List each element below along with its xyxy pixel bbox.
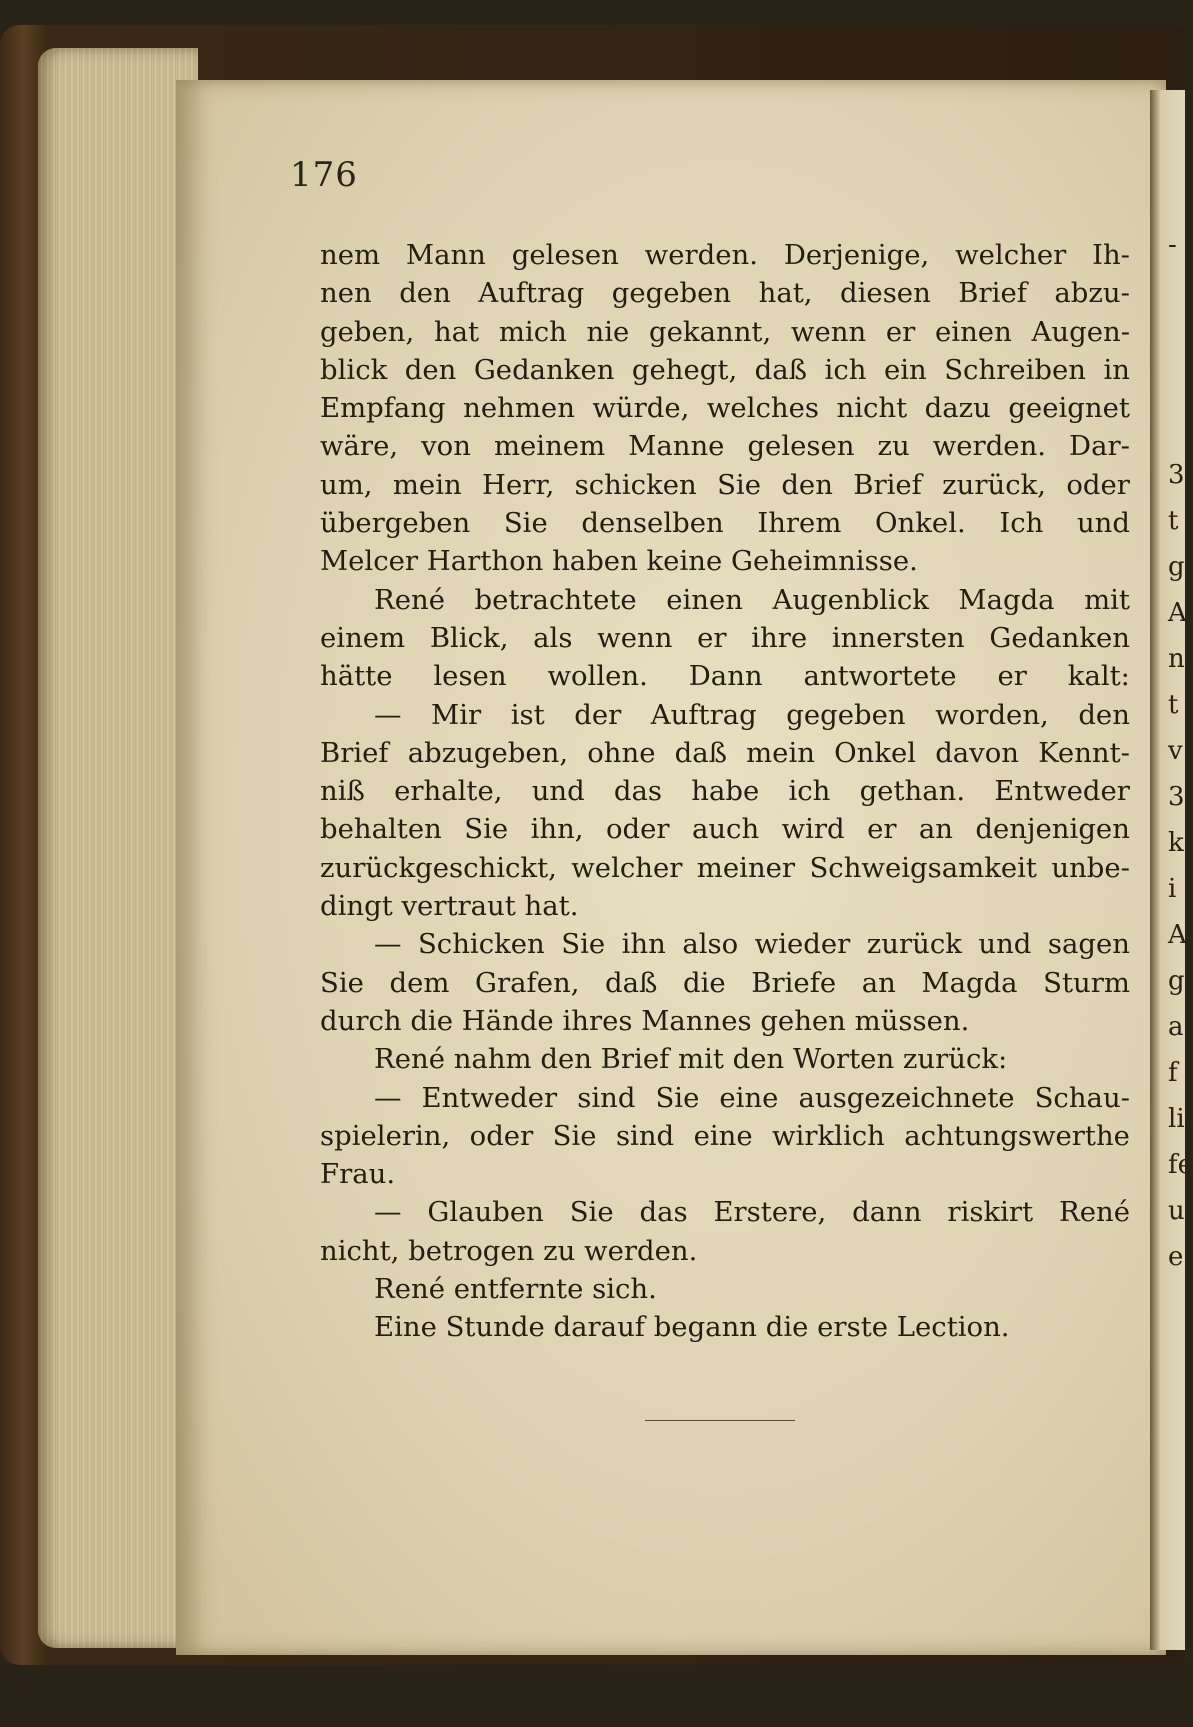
- word: oder: [1066, 468, 1130, 501]
- text-line: [320, 542, 1130, 580]
- word: Mir: [431, 698, 482, 731]
- word: ich: [788, 775, 831, 808]
- word: auch: [691, 813, 760, 846]
- word: Kennt-: [1038, 736, 1130, 769]
- page-number: 176: [290, 155, 358, 195]
- word: Sturm: [1043, 966, 1130, 999]
- word: Augenblick: [772, 583, 929, 616]
- word: meinem: [493, 430, 606, 463]
- text-line: [320, 696, 1130, 734]
- fragment-glyph: f: [1168, 1058, 1178, 1088]
- word: gegeben: [611, 277, 732, 310]
- word: betrachtete: [474, 583, 637, 616]
- word: mich: [498, 315, 567, 348]
- word: —: [374, 698, 402, 731]
- fragment-glyph: 3: [1168, 460, 1185, 490]
- next-page-fragments: [1168, 0, 1193, 1727]
- word: ein: [883, 353, 927, 386]
- word: gelesen: [747, 430, 855, 463]
- word: er: [697, 621, 727, 654]
- fragment-glyph: t: [1168, 506, 1179, 536]
- text-line: [320, 1117, 1130, 1155]
- word: sind: [615, 1119, 675, 1152]
- text-line: [320, 313, 1130, 351]
- word: Entweder: [994, 775, 1130, 808]
- word: denselben: [581, 507, 724, 540]
- word: zurück,: [942, 468, 1047, 501]
- word: Brief: [958, 277, 1027, 310]
- word: antwortete: [803, 660, 957, 693]
- word: Auftrag: [478, 277, 585, 310]
- word: geben,: [320, 315, 415, 348]
- fragment-glyph: u: [1168, 1196, 1185, 1226]
- fragment-glyph: i: [1168, 874, 1177, 904]
- word: Onkel.: [875, 507, 966, 540]
- text-line: [320, 427, 1130, 465]
- fragment-glyph: t: [1168, 690, 1179, 720]
- word: Dar-: [1069, 430, 1130, 463]
- word: schicken: [574, 468, 697, 501]
- word: gelesen: [511, 239, 619, 271]
- word: ausgezeichnete: [798, 1081, 1015, 1114]
- fragment-glyph: a: [1168, 1012, 1184, 1042]
- word: Grafen,: [475, 966, 580, 999]
- word: —: [374, 928, 402, 961]
- word: er: [867, 813, 897, 846]
- word: gegeben: [786, 698, 906, 731]
- word: Erstere,: [713, 1196, 827, 1229]
- word: zurück: [866, 928, 962, 961]
- word: wird: [781, 813, 845, 846]
- text-line: [320, 1040, 1130, 1078]
- word: das: [639, 1196, 688, 1229]
- page-edges: [38, 48, 198, 1648]
- word: welcher: [955, 239, 1067, 271]
- word: Empfang: [320, 392, 446, 425]
- word: eine: [693, 1119, 753, 1152]
- word: davon: [935, 736, 1019, 769]
- word: dann: [852, 1196, 922, 1229]
- word: —: [374, 1081, 402, 1114]
- word: Ich: [999, 507, 1044, 540]
- word: lesen: [433, 660, 507, 693]
- fragment-glyph: fe: [1168, 1150, 1193, 1180]
- word: er: [997, 660, 1027, 693]
- word: übergeben: [320, 507, 471, 540]
- word: Entweder: [421, 1081, 558, 1114]
- word: Sie: [464, 813, 509, 846]
- fragment-glyph: -: [1168, 230, 1177, 260]
- word: den: [1078, 698, 1130, 731]
- word: erhalte,: [394, 775, 503, 808]
- word: ich: [824, 353, 867, 386]
- word: Schicken: [417, 928, 545, 961]
- word: ihre: [751, 621, 808, 654]
- text-line: [320, 504, 1130, 542]
- word: wieder: [754, 928, 851, 961]
- word: gethan.: [859, 775, 966, 808]
- word: ihn,: [530, 813, 584, 846]
- word: an: [918, 813, 954, 846]
- word: mit: [1084, 583, 1130, 616]
- text-line: [320, 925, 1130, 963]
- word: meiner: [696, 851, 796, 884]
- word: kalt:: [1067, 660, 1130, 693]
- word: Sie: [503, 507, 548, 540]
- word: zu: [877, 430, 910, 463]
- word: nem: [320, 239, 381, 271]
- word: und: [531, 775, 585, 808]
- word: nie: [586, 315, 630, 348]
- word: und: [1076, 507, 1130, 540]
- word: hat: [433, 315, 480, 348]
- word: Onkel: [834, 736, 917, 769]
- word: spielerin,: [320, 1119, 451, 1152]
- word: zurückgeschickt,: [320, 851, 557, 884]
- text-line-content: René entfernte sich.: [374, 1273, 657, 1306]
- word: wollen.: [547, 660, 648, 693]
- word: Dann: [688, 660, 763, 693]
- text-line: [320, 810, 1130, 848]
- word: blick: [320, 353, 388, 386]
- word: nen: [320, 277, 372, 310]
- word: sind: [577, 1081, 636, 1114]
- word: daß: [605, 966, 658, 999]
- word: ohne: [587, 736, 656, 769]
- section-divider: [645, 1420, 795, 1421]
- text-line: [320, 1155, 1130, 1193]
- word: sagen: [1047, 928, 1130, 961]
- text-line-content: René nahm den Brief mit den Worten zurück:: [374, 1043, 1008, 1076]
- text-line-content: nicht, betrogen zu werden.: [320, 1234, 698, 1267]
- word: Schau-: [1034, 1081, 1130, 1114]
- word: von: [421, 430, 471, 463]
- fragment-glyph: A: [1168, 598, 1187, 628]
- text-line: [320, 887, 1130, 925]
- word: Magda: [958, 583, 1055, 616]
- word: Sie: [717, 468, 761, 501]
- word: Brief: [853, 468, 922, 501]
- text-line: [320, 964, 1130, 1002]
- word: Glauben: [427, 1196, 544, 1229]
- word: René: [374, 583, 445, 616]
- word: abzu-: [1054, 277, 1130, 310]
- fragment-glyph: 3: [1168, 782, 1185, 812]
- text-line: [320, 581, 1130, 619]
- page-text: [320, 236, 1130, 1347]
- word: denjenigen: [975, 813, 1130, 846]
- word: diesen: [840, 277, 931, 310]
- word: dazu: [924, 392, 991, 425]
- word: in: [1103, 353, 1130, 386]
- fragment-glyph: k: [1168, 828, 1184, 858]
- word: abzugeben,: [407, 736, 569, 769]
- word: Auftrag: [650, 698, 757, 731]
- word: niß: [320, 775, 365, 808]
- word: gekannt,: [649, 315, 772, 348]
- word: welcher: [571, 851, 683, 884]
- fragment-glyph: g: [1168, 552, 1185, 582]
- word: Magda: [921, 966, 1018, 999]
- word: Gedanken: [473, 353, 615, 386]
- word: das: [613, 775, 663, 808]
- word: Manne: [628, 430, 725, 463]
- word: den: [781, 468, 833, 501]
- word: Ihrem: [757, 507, 842, 540]
- text-line: [320, 619, 1130, 657]
- word: eine: [719, 1081, 779, 1114]
- word: Gedanken: [989, 621, 1130, 654]
- word: Sie: [552, 1119, 597, 1152]
- word: Sie: [561, 928, 606, 961]
- word: den: [404, 353, 457, 386]
- fragment-glyph: g: [1168, 966, 1185, 996]
- word: wenn: [597, 621, 673, 654]
- word: würde,: [592, 392, 690, 425]
- word: geeignet: [1008, 392, 1130, 425]
- text-line: [320, 849, 1130, 887]
- fragment-glyph: v: [1168, 736, 1183, 766]
- word: daß: [754, 353, 808, 386]
- word: oder: [605, 813, 670, 846]
- text-line-content: dingt vertraut hat.: [320, 890, 579, 923]
- text-line: [320, 1193, 1130, 1231]
- word: René: [1059, 1196, 1130, 1229]
- text-line: [320, 466, 1130, 504]
- word: Briefe: [751, 966, 837, 999]
- word: einem: [320, 621, 406, 654]
- word: hat,: [758, 277, 813, 310]
- text-line-content: durch die Hände ihres Mannes gehen müssen.: [320, 1004, 970, 1037]
- word: Sie: [320, 966, 364, 999]
- word: mein: [392, 468, 462, 501]
- text-line: [320, 657, 1130, 695]
- word: daß: [674, 736, 727, 769]
- word: riskirt: [947, 1196, 1034, 1229]
- word: die: [683, 966, 726, 999]
- word: an: [861, 966, 896, 999]
- word: Sie: [569, 1196, 614, 1229]
- word: Sie: [655, 1081, 700, 1114]
- word: nicht: [836, 392, 908, 425]
- word: Mann: [405, 239, 486, 271]
- word: Schweigsamkeit: [809, 851, 1037, 884]
- word: Blick,: [429, 621, 509, 654]
- word: oder: [469, 1119, 534, 1152]
- text-line: [320, 1232, 1130, 1270]
- word: er: [885, 315, 916, 348]
- word: Schreiben: [944, 353, 1086, 386]
- word: wenn: [790, 315, 867, 348]
- text-line: [320, 274, 1130, 312]
- word: achtungswerthe: [904, 1119, 1130, 1152]
- word: einen: [935, 315, 1012, 348]
- word: unbe-: [1051, 851, 1130, 884]
- word: Augen-: [1031, 315, 1130, 348]
- word: werden.: [932, 430, 1047, 463]
- text-line: [320, 1270, 1130, 1308]
- word: Brief: [320, 736, 389, 769]
- text-line: [320, 772, 1130, 810]
- fragment-glyph: n: [1168, 644, 1185, 674]
- text-line: [320, 389, 1130, 427]
- word: nehmen: [463, 392, 575, 425]
- word: und: [978, 928, 1032, 961]
- word: als: [533, 621, 573, 654]
- fragment-glyph: A: [1168, 920, 1187, 950]
- word: worden,: [935, 698, 1049, 731]
- word: ist: [510, 698, 545, 731]
- word: Ih-: [1092, 239, 1130, 271]
- word: wirklich: [772, 1119, 885, 1152]
- word: Herr,: [482, 468, 555, 501]
- text-line: [320, 1079, 1130, 1117]
- fragment-glyph: li: [1168, 1104, 1185, 1134]
- fragment-glyph: e: [1168, 1242, 1184, 1272]
- text-line: [320, 734, 1130, 772]
- text-line: [320, 236, 1130, 274]
- word: gehegt,: [631, 353, 738, 386]
- word: innersten: [831, 621, 965, 654]
- text-line: [320, 351, 1130, 389]
- text-line-content: Frau.: [320, 1158, 396, 1191]
- word: habe: [691, 775, 760, 808]
- word: welches: [706, 392, 819, 425]
- word: behalten: [320, 813, 442, 846]
- word: einen: [666, 583, 743, 616]
- word: —: [374, 1196, 402, 1229]
- word: wäre,: [320, 430, 399, 463]
- word: Derjenige,: [783, 239, 930, 271]
- word: mein: [746, 736, 815, 769]
- word: dem: [389, 966, 450, 999]
- word: hätte: [320, 660, 393, 693]
- text-line-content: Melcer Harthon haben keine Geheimnisse.: [320, 545, 918, 578]
- text-line: [320, 1002, 1130, 1040]
- word: also: [682, 928, 739, 961]
- word: werden.: [644, 239, 758, 271]
- text-line-content: Eine Stunde darauf begann die erste Lection.: [374, 1311, 1010, 1344]
- word: um,: [320, 468, 373, 501]
- text-line: [320, 1308, 1130, 1346]
- word: der: [574, 698, 622, 731]
- word: ihn: [621, 928, 666, 961]
- word: den: [399, 277, 451, 310]
